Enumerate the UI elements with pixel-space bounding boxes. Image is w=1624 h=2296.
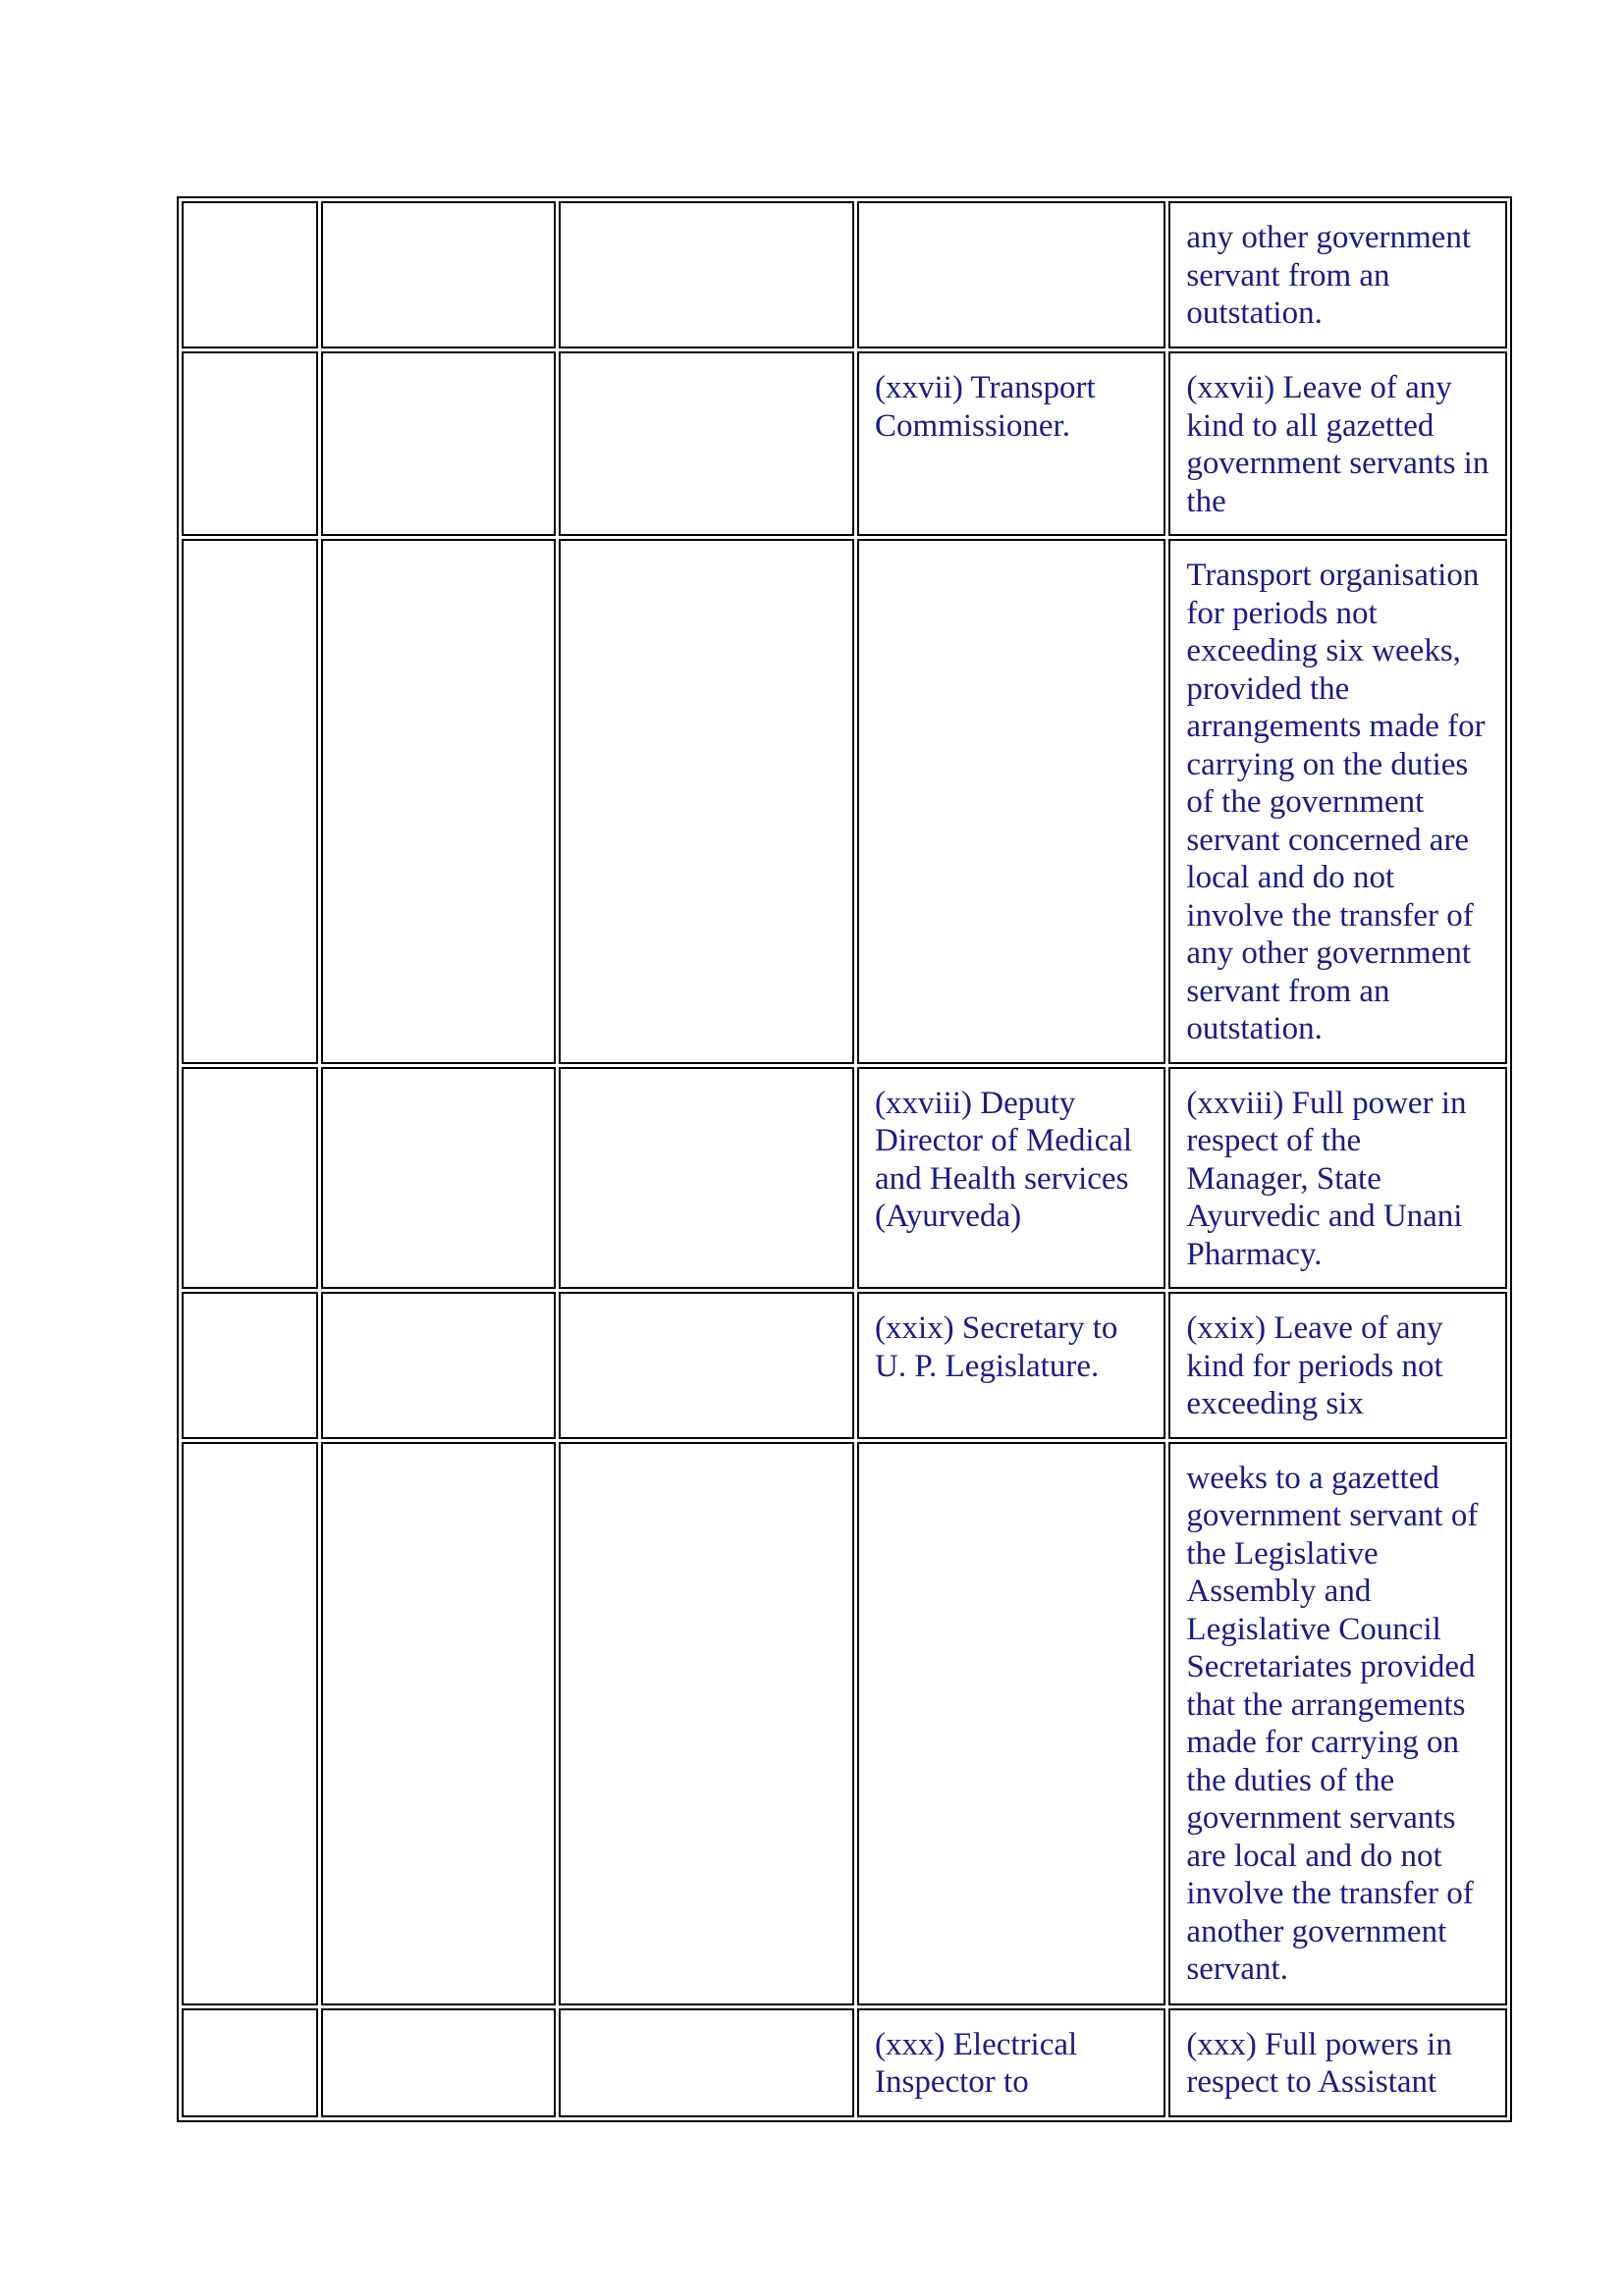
table-cell: [321, 1442, 556, 2005]
delegation-table: [177, 196, 1512, 2122]
table-cell: [321, 2008, 556, 2117]
table-row: [182, 201, 1507, 348]
table-cell: [559, 2008, 854, 2117]
table-row: [182, 1292, 1507, 1439]
table-cell: [321, 1292, 556, 1439]
authority-cell: [857, 539, 1165, 1064]
authority-cell: [857, 1442, 1165, 2005]
table-cell: [182, 201, 318, 348]
powers-cell: (xxx) Full powers in respect to Assistant: [1168, 2008, 1507, 2117]
powers-cell: (xxviii) Full power in respect of the Manager, State Ayurvedic and Unani Pharmacy.: [1168, 1067, 1507, 1290]
table-cell: [182, 539, 318, 1064]
table-row: [182, 1442, 1507, 2005]
table-cell: [182, 351, 318, 536]
authority-cell: (xxvii) Transport Commissioner.: [857, 351, 1165, 536]
table-cell: [182, 1067, 318, 1290]
authority-cell: (xxx) Electrical Inspector to: [857, 2008, 1165, 2117]
table-cell: [559, 351, 854, 536]
table-cell: [182, 2008, 318, 2117]
table-cell: [559, 1067, 854, 1290]
table-row: [182, 1067, 1507, 1290]
authority-cell: (xxix) Secretary to U. P. Legislature.: [857, 1292, 1165, 1439]
table-cell: [559, 539, 854, 1064]
table-cell: [559, 1292, 854, 1439]
powers-cell: Transport organisation for periods not exceeding six weeks, provided the arrangements made for carrying on the duties of the government servant concerned are local and do not involve the transfer of any other government servant from an outstation.: [1168, 539, 1507, 1064]
table-cell: [321, 351, 556, 536]
powers-cell: any other government servant from an outstation.: [1168, 201, 1507, 348]
table-cell: [182, 1292, 318, 1439]
authority-cell: (xxviii) Deputy Director of Medical and Health services (Ayurveda): [857, 1067, 1165, 1290]
table-row: [182, 539, 1507, 1064]
powers-cell: weeks to a gazetted government servant of the Legislative Assembly and Legislative Council Secretariates provided that the arrangements made for carrying on the duties of the government servants are local and do not involve the transfer of another government servant.: [1168, 1442, 1507, 2005]
table-cell: [321, 539, 556, 1064]
table-row: [182, 2008, 1507, 2117]
powers-cell: (xxvii) Leave of any kind to all gazetted government servants in the: [1168, 351, 1507, 536]
table-cell: [182, 1442, 318, 2005]
table-cell: [559, 201, 854, 348]
authority-cell: [857, 201, 1165, 348]
table-row: [182, 351, 1507, 536]
table-cell: [321, 1067, 556, 1290]
table-cell: [559, 1442, 854, 2005]
table-cell: [321, 201, 556, 348]
powers-cell: (xxix) Leave of any kind for periods not exceeding six: [1168, 1292, 1507, 1439]
